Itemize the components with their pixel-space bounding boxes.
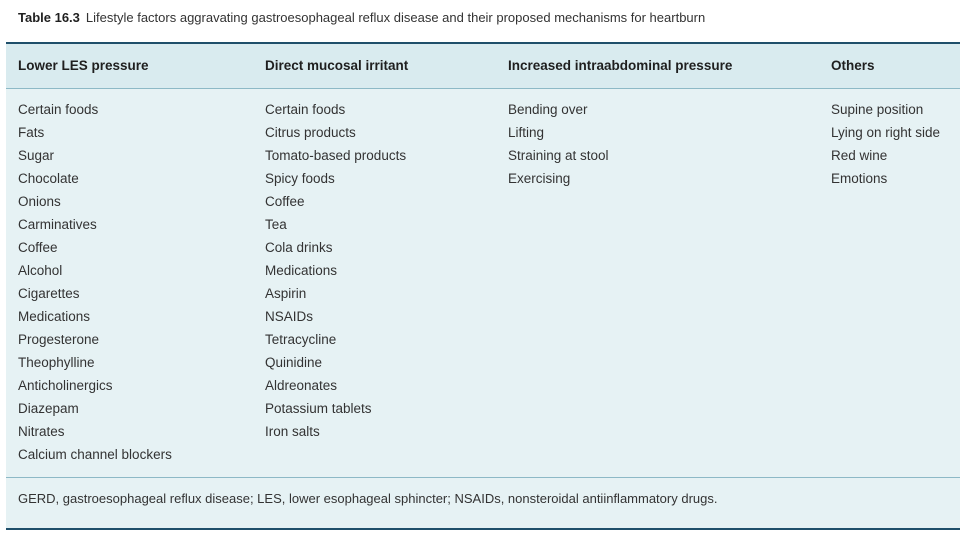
list-item: Carminatives — [18, 217, 97, 232]
list-item: Exercising — [508, 171, 571, 186]
list-item: Calcium channel blockers — [18, 447, 172, 462]
list-item: Supine position — [831, 102, 924, 117]
list-item: Alcohol — [18, 263, 63, 278]
bottom-rule — [6, 528, 960, 530]
column-header-lower-les-pressure: Lower LES pressure — [18, 58, 149, 73]
list-item: NSAIDs — [265, 309, 314, 324]
list-item: Certain foods — [265, 102, 346, 117]
list-item: Aspirin — [265, 286, 307, 301]
list-item: Sugar — [18, 148, 55, 163]
column-increased-intraabdominal-pressure — [508, 98, 609, 190]
column-header-increased-intraabdominal-pressure: Increased intraabdominal pressure — [508, 58, 733, 73]
list-item: Medications — [265, 263, 338, 278]
list-item: Potassium tablets — [265, 401, 372, 416]
list-item: Anticholinergics — [18, 378, 113, 393]
list-item: Bending over — [508, 102, 588, 117]
list-item: Iron salts — [265, 424, 320, 439]
list-item: Spicy foods — [265, 171, 335, 186]
list-item: Aldreonates — [265, 378, 338, 393]
list-item: Lifting — [508, 125, 545, 140]
table-footnote: GERD, gastroesophageal reflux disease; LES, lower esophageal sphincter; NSAIDs, nonsteroidal antiinflammatory drugs. — [18, 491, 718, 506]
list-item: Red wine — [831, 148, 888, 163]
header-divider — [6, 88, 960, 89]
list-item: Tetracycline — [265, 332, 337, 347]
list-item: Cola drinks — [265, 240, 333, 255]
list-item: Diazepam — [18, 401, 79, 416]
list-item: Chocolate — [18, 171, 79, 186]
list-item: Coffee — [265, 194, 305, 209]
list-item: Progesterone — [18, 332, 100, 347]
list-item: Lying on right side — [831, 125, 941, 140]
list-item: Citrus products — [265, 125, 356, 140]
list-item: Quinidine — [265, 355, 323, 370]
list-item: Certain foods — [18, 102, 99, 117]
column-lower-les-pressure — [18, 98, 172, 466]
list-item: Medications — [18, 309, 91, 324]
list-item: Straining at stool — [508, 148, 609, 163]
list-item: Tea — [265, 217, 287, 232]
list-item: Onions — [18, 194, 61, 209]
column-header-direct-mucosal-irritant: Direct mucosal irritant — [265, 58, 409, 73]
column-direct-mucosal-irritant — [265, 98, 406, 443]
list-item: Coffee — [18, 240, 58, 255]
column-others — [831, 98, 940, 190]
column-header-others: Others — [831, 58, 875, 73]
list-item: Theophylline — [18, 355, 95, 370]
list-item: Cigarettes — [18, 286, 80, 301]
list-item: Nitrates — [18, 424, 65, 439]
table-caption — [18, 10, 705, 26]
table-header-row — [6, 44, 960, 88]
list-item: Tomato-based products — [265, 148, 407, 163]
list-item: Fats — [18, 125, 45, 140]
table-title: Lifestyle factors aggravating gastroesophageal reflux disease and their proposed mechanisms for heartburn — [85, 10, 706, 25]
table-number: Table 16.3 — [18, 10, 80, 25]
list-item: Emotions — [831, 171, 888, 186]
